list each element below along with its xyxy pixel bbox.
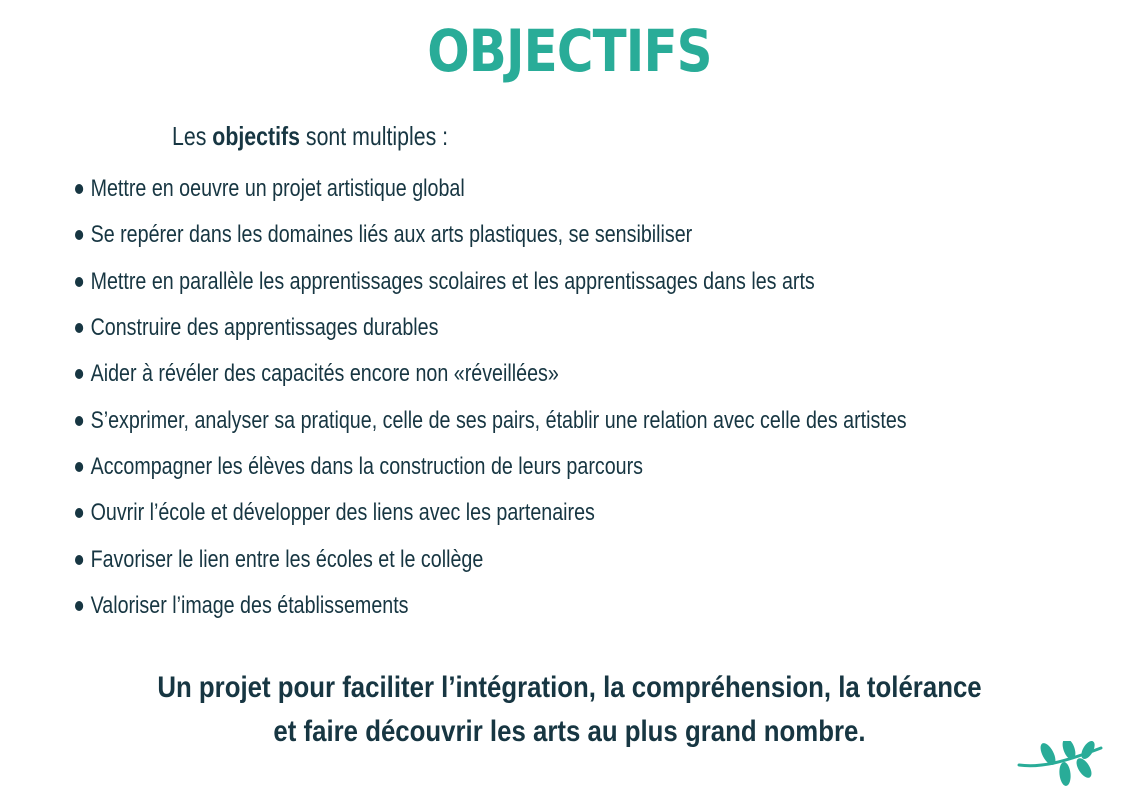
intro-emphasis: objectifs	[212, 121, 300, 151]
objective-item	[75, 212, 907, 258]
objective-item	[75, 583, 907, 629]
objectives-list	[75, 166, 1089, 629]
objective-item	[75, 397, 907, 443]
objective-text: Mettre en oeuvre un projet artistique global	[90, 175, 465, 203]
bullet-dot-icon	[75, 230, 83, 240]
objective-text: S’exprimer, analyser sa pratique, celle de ses pairs, établir une relation avec celle des artistes	[90, 406, 907, 434]
leaf-branch-icon	[1017, 741, 1103, 793]
objective-item	[75, 305, 907, 351]
intro-text	[172, 119, 448, 153]
objective-item	[75, 166, 907, 212]
objective-text: Valoriser l’image des établissements	[90, 591, 409, 619]
objective-text: Mettre en parallèle les apprentissages scolaires et les apprentissages dans les arts	[90, 267, 815, 295]
bullet-dot-icon	[75, 508, 83, 518]
closing-line-2: et faire découvrir les arts au plus grand nombre.	[273, 715, 866, 748]
objective-text: Se repérer dans les domaines liés aux arts plastiques, se sensibiliser	[90, 221, 693, 249]
bullet-dot-icon	[75, 416, 83, 426]
objective-item	[75, 259, 907, 305]
objective-text: Construire des apprentissages durables	[90, 314, 439, 342]
closing-statement	[80, 666, 1060, 754]
page-title: OBJECTIFS	[427, 17, 712, 85]
bullet-dot-icon	[75, 184, 83, 194]
objective-text: Aider à révéler des capacités encore non «réveillées»	[90, 360, 559, 388]
bullet-dot-icon	[75, 369, 83, 379]
bullet-dot-icon	[75, 323, 83, 333]
closing-line-1: Un projet pour faciliter l’intégration, la compréhension, la tolérance	[157, 671, 982, 704]
intro-prefix: Les	[172, 121, 213, 151]
bullet-dot-icon	[75, 462, 83, 472]
objective-item	[75, 536, 907, 582]
bullet-dot-icon	[75, 277, 83, 287]
objective-text: Accompagner les élèves dans la construction de leurs parcours	[90, 452, 644, 480]
objective-text: Ouvrir l’école et développer des liens avec les partenaires	[90, 499, 595, 527]
bullet-dot-icon	[75, 555, 83, 565]
bullet-dot-icon	[75, 601, 83, 611]
objective-item	[75, 444, 907, 490]
intro-suffix: sont multiples :	[299, 121, 449, 151]
objective-text: Favoriser le lien entre les écoles et le collège	[90, 545, 484, 573]
objective-item	[75, 490, 907, 536]
objective-item	[75, 351, 907, 397]
